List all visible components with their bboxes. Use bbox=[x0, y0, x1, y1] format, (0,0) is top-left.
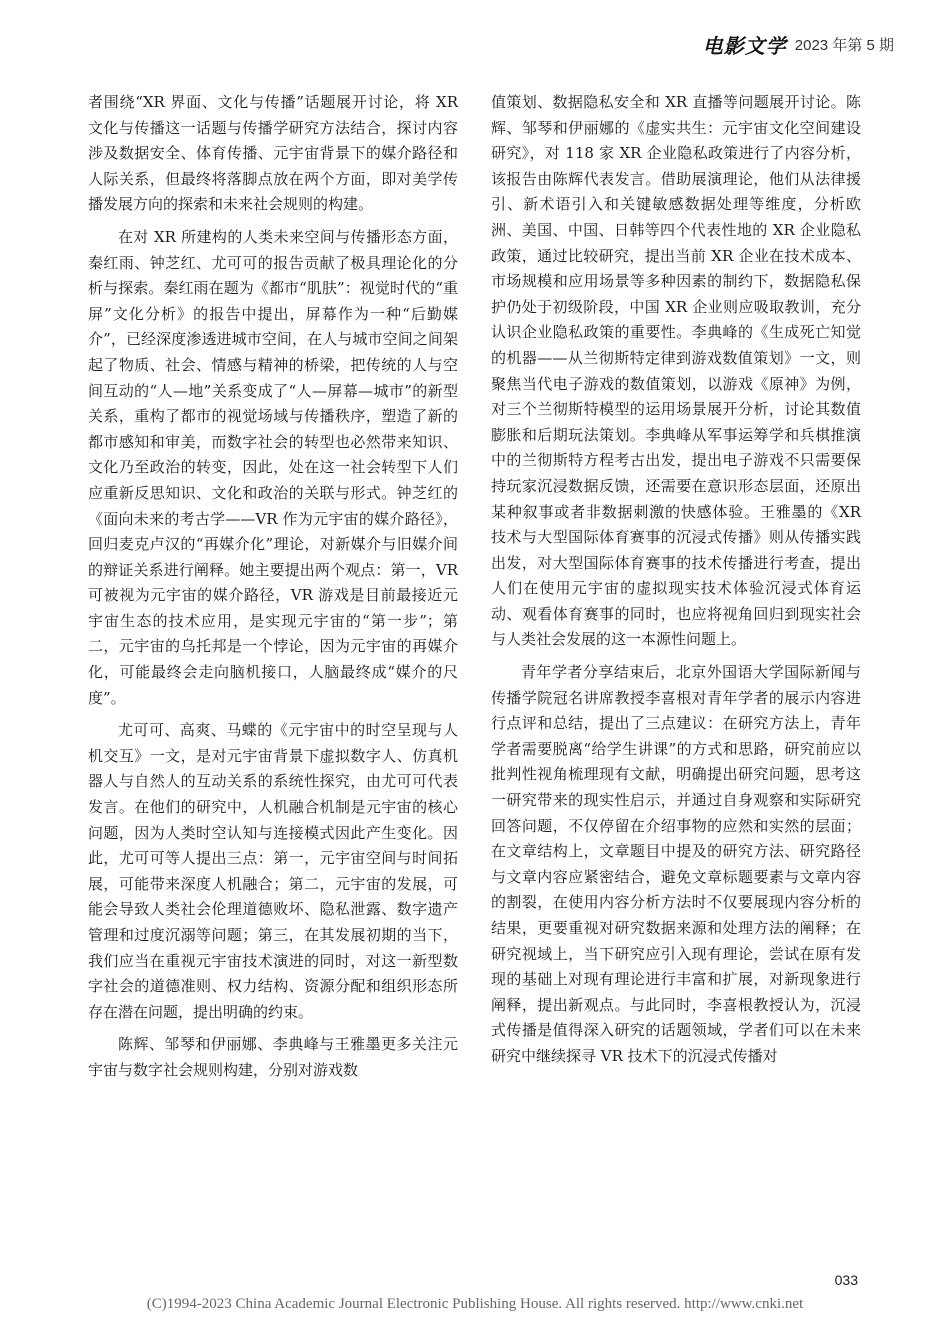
issue-label: 2023 年第 5 期 bbox=[794, 37, 894, 54]
paragraph: 者围绕“XR 界面、文化与传播”话题展开讨论，将 XR 文化与传播这一话题与传播学研究方法结合，探讨内容涉及数据安全、体育传播、元宇宙背景下的媒介路径和人际关系，但最终将落脚点放在两个方面，即对美学传播发展方向的探索和未来社会规则的构建。 bbox=[88, 93, 458, 214]
paragraph: 值策划、数据隐私安全和 XR 直播等问题展开讨论。陈辉、邹琴和伊丽娜的《虚实共生：元宇宙文化空间建设研究》，对 118 家 XR 企业隐私政策进行了内容分析，该报告由陈辉代表发言。借助展演理论，他们从法律援引、新术语引入和关键敏感数据处理等维度，分析欧洲、美国、中国、日韩等四个代表性地的 XR 企业隐私政策，通过比较研究，提出当前 XR 企业在技术成本、市场规模和应用场景等多种因素的制约下，数据隐私保护仍处于初级阶段，中国 XR 企业则应吸取教训，充分认识企业隐私政策的重要性。李典峰的《生成死亡知觉的机器——从兰彻斯特定律到游戏数值策划》一文，则聚焦当代电子游戏的数值策划，以游戏《原神》为例，对三个兰彻斯特模型的运用场景展开分析，讨论其数值膨胀和后期玩法策划。李典峰从军事运筹学和兵棋推演中的兰彻斯特方程考古出发，提出电子游戏不只需要保持玩家沉浸数据反馈，还需要在意识形态层面，还原出某种叙事或者非数据刺激的快感体验。王雅墨的《XR 技术与大型国际体育赛事的沉浸式传播》则从传播实践出发，对大型国际体育赛事的技术传播进行考查，提出人们在使用元宇宙的虚拟现实技术体验沉浸式体育运动、观看体育赛事的同时，也应将视角回归到现实社会与人类社会发展的这一本源性问题上。 bbox=[491, 93, 861, 649]
page-header bbox=[703, 30, 894, 59]
paragraph: 陈辉、邹琴和伊丽娜、李典峰与王雅墨更多关注元宇宙与数字社会规则构建，分别对游戏数 bbox=[88, 1035, 458, 1079]
paragraph: 在对 XR 所建构的人类未来空间与传播形态方面，秦红雨、钟芝红、尤可可的报告贡献了极具理论化的分析与探索。秦红雨在题为《都市“肌肤”：视觉时代的“重屏”文化分析》的报告中提出，屏幕作为一种“后勤媒介”，已经深度渗透进城市空间，在人与城市空间之间架起了物质、社会、情感与精神的桥梁，把传统的人与空间互动的“人—地”关系变成了“人—屏幕—城市”的新型关系，重构了都市的视觉场域与传播秩序，塑造了新的都市感知和审美，而数字社会的转型也必然带来知识、文化乃至政治的转变，因此，处在这一社会转型下人们应重新反思知识、文化和政治的关联与形式。钟芝红的《面向未来的考古学——VR 作为元宇宙的媒介路径》，回归麦克卢汉的“再媒介化”理论，对新媒介与旧媒介间的辩证关系进行阐释。她主要提出两个观点：第一，VR 可被视为元宇宙的媒介路径，VR 游戏是目前最接近元宇宙生态的技术应用，是实现元宇宙的“第一步”；第二，元宇宙的乌托邦是一个悖论，因为元宇宙的再媒介化，可能最终会走向脑机接口，人脑最终成“媒介的尺度”。 bbox=[88, 227, 458, 707]
copyright-footer: (C)1994-2023 China Academic Journal Electronic Publishing House. All rights reserved. http://www.cnki.net bbox=[146, 1296, 804, 1312]
paragraph: 青年学者分享结束后，北京外国语大学国际新闻与传播学院冠名讲席教授李喜根对青年学者的展示内容进行点评和总结，提出了三点建议：在研究方法上，青年学者需要脱离“给学生讲课”的方式和思路，研究前应以批判性视角梳理现有文献，明确提出研究问题，思考这一研究带来的现实性启示，并通过自身观察和实际研究回答问题，不仅停留在介绍事物的应然和实然的层面；在文章结构上，文章题目中提及的研究方法、研究路径与文章内容应紧密结合，避免文章标题要素与文章内容的割裂，在使用内容分析方法时不仅要展现内容分析的结果，更要重视对研究数据来源和处理方法的阐释；在研究视域上，当下研究应引入现有理论，尝试在原有发现的基础上对现有理论进行丰富和扩展，对新现象进行阐释，提出新观点。与此同时，李喜根教授认为，沉浸式传播是值得深入研究的话题领域，学者们可以在未来研究中继续探寻 VR 技术下的沉浸式传播对 bbox=[491, 663, 861, 1065]
journal-logo: 电影文学 bbox=[702, 34, 787, 58]
left-column bbox=[88, 90, 458, 1091]
page-number: 033 bbox=[834, 1272, 858, 1288]
right-column bbox=[491, 90, 861, 1077]
paragraph: 尤可可、高爽、马蝶的《元宇宙中的时空呈现与人机交互》一文，是对元宇宙背景下虚拟数字人、仿真机器人与自然人的互动关系的系统性探究，由尤可可代表发言。在他们的研究中，人机融合机制是元宇宙的核心问题，因为人类时空认知与连接模式因此产生变化。因此，尤可可等人提出三点：第一，元宇宙空间与时间拓展，可能带来深度人机融合；第二，元宇宙的发展，可能会导致人类社会伦理道德败坏、隐私泄露、数字遗产管理和过度沉溺等问题；第三，在其发展初期的当下，我们应当在重视元宇宙技术演进的同时，对这一新型数字社会的道德准则、权力结构、资源分配和组织形态所存在潜在问题，提出明确的约束。 bbox=[88, 721, 458, 1021]
